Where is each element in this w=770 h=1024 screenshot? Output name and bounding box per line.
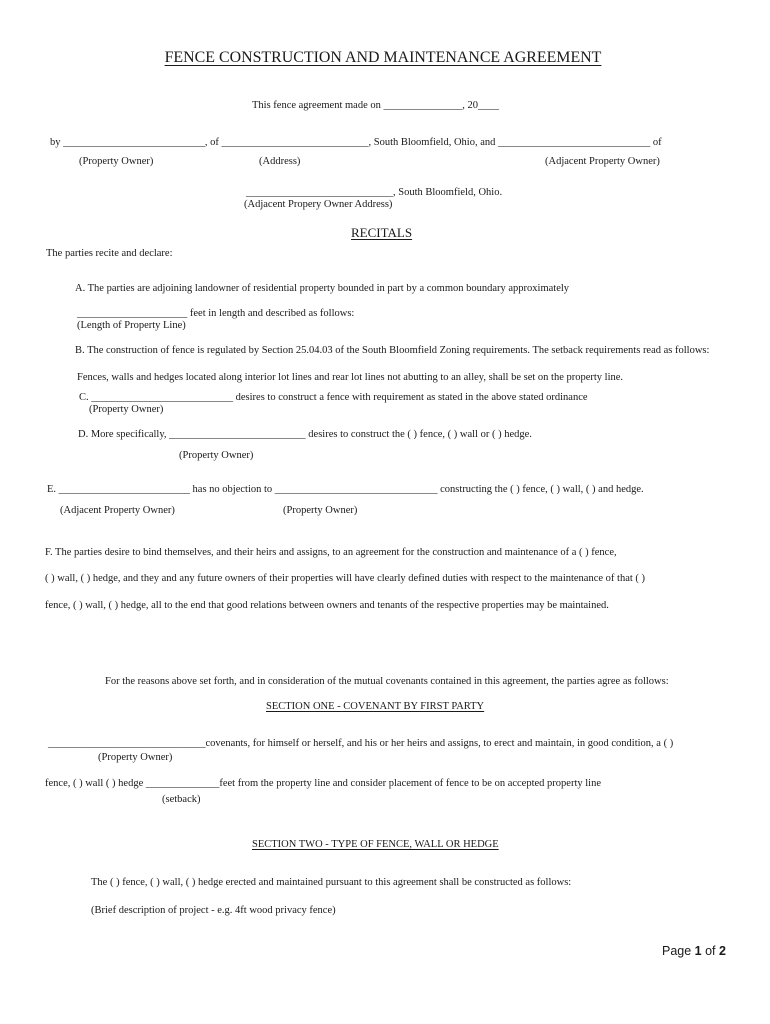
label-length: (Length of Property Line) <box>77 320 186 331</box>
section-one-line1: ______________________________covenants, for himself or herself, and his or her heirs and assigns, to erect and maintain, in good condition, a ( ) <box>48 738 674 749</box>
recitals-heading: RECITALS <box>351 225 413 240</box>
para-f-line1: F. The parties desire to bind themselves, and their heirs and assigns, to an agreement for the construction and maintenance of a ( ) fence, <box>45 547 617 558</box>
label-setback: (setback) <box>162 794 201 805</box>
label-address: (Address) <box>259 156 301 167</box>
adjacent-address-line: ____________________________, South Bloomfield, Ohio. <box>246 187 503 198</box>
current-page: 1 <box>694 944 702 958</box>
section-two-line1: The ( ) fence, ( ) wall, ( ) hedge erected and maintained pursuant to this agreement shall be constructed as follows: <box>91 877 572 888</box>
label-adjacent-owner: (Adjacent Property Owner) <box>545 156 660 167</box>
section-two-line2: (Brief description of project - e.g. 4ft wood privacy fence) <box>91 905 336 916</box>
label-property-owner: (Property Owner) <box>79 156 154 167</box>
para-b: B. The construction of fence is regulated by Section 25.04.03 of the South Bloomfield Zoning requirements. The setback requirements read as follows: <box>75 345 710 356</box>
para-b-quote: Fences, walls and hedges located along interior lot lines and rear lot lines not abutting to an alley, shall be set on the property line. <box>77 372 624 383</box>
para-e: E. _________________________ has no objection to _______________________________ constructing the ( ) fence, ( ) wall, ( ) and hedge. <box>47 484 644 495</box>
label-c-owner: (Property Owner) <box>89 404 164 415</box>
page-number: Page 1 of 2 <box>662 944 726 958</box>
total-pages: 2 <box>719 944 726 958</box>
parties-line: by ___________________________, of ____________________________, South Bloomfield, Ohio, and _____________________________ of <box>50 137 662 148</box>
para-d: D. More specifically, __________________________ desires to construct the ( ) fence, ( ) wall or ( ) hedge. <box>78 429 532 440</box>
section-one-line2: fence, ( ) wall ( ) hedge ______________feet from the property line and consider placement of fence to be on accepted property line <box>45 778 601 789</box>
intro-line: This fence agreement made on _______________, 20____ <box>252 100 499 111</box>
para-c: C. ___________________________ desires to construct a fence with requirement as stated in the above stated ordinance <box>79 392 588 403</box>
section-one-heading: SECTION ONE - COVENANT BY FIRST PARTY <box>266 701 485 712</box>
document-title: FENCE CONSTRUCTION AND MAINTENANCE AGREEMENT <box>164 49 602 66</box>
label-s1-owner: (Property Owner) <box>98 752 173 763</box>
para-a-line2: _____________________ feet in length and described as follows: <box>77 308 355 319</box>
para-f-line3: fence, ( ) wall, ( ) hedge, all to the end that good relations between owners and tenants of the respective properties may be maintained. <box>45 600 609 611</box>
reasons-paragraph: For the reasons above set forth, and in consideration of the mutual covenants contained in this agreement, the parties agree as follows: <box>105 676 669 687</box>
label-e-owner: (Property Owner) <box>283 505 358 516</box>
para-a-line1: A. The parties are adjoining landowner of residential property bounded in part by a common boundary approximately <box>75 283 570 294</box>
recite-declare: The parties recite and declare: <box>46 248 173 259</box>
label-e-adjacent: (Adjacent Property Owner) <box>60 505 175 516</box>
label-adjacent-address: (Adjacent Propery Owner Address) <box>244 199 393 210</box>
para-f-line2: ( ) wall, ( ) hedge, and they and any future owners of their properties will have clearly defined duties with respect to the maintenance of that ( ) <box>45 573 646 584</box>
section-two-heading: SECTION TWO - TYPE OF FENCE, WALL OR HEDGE <box>252 839 499 850</box>
label-d-owner: (Property Owner) <box>179 450 254 461</box>
